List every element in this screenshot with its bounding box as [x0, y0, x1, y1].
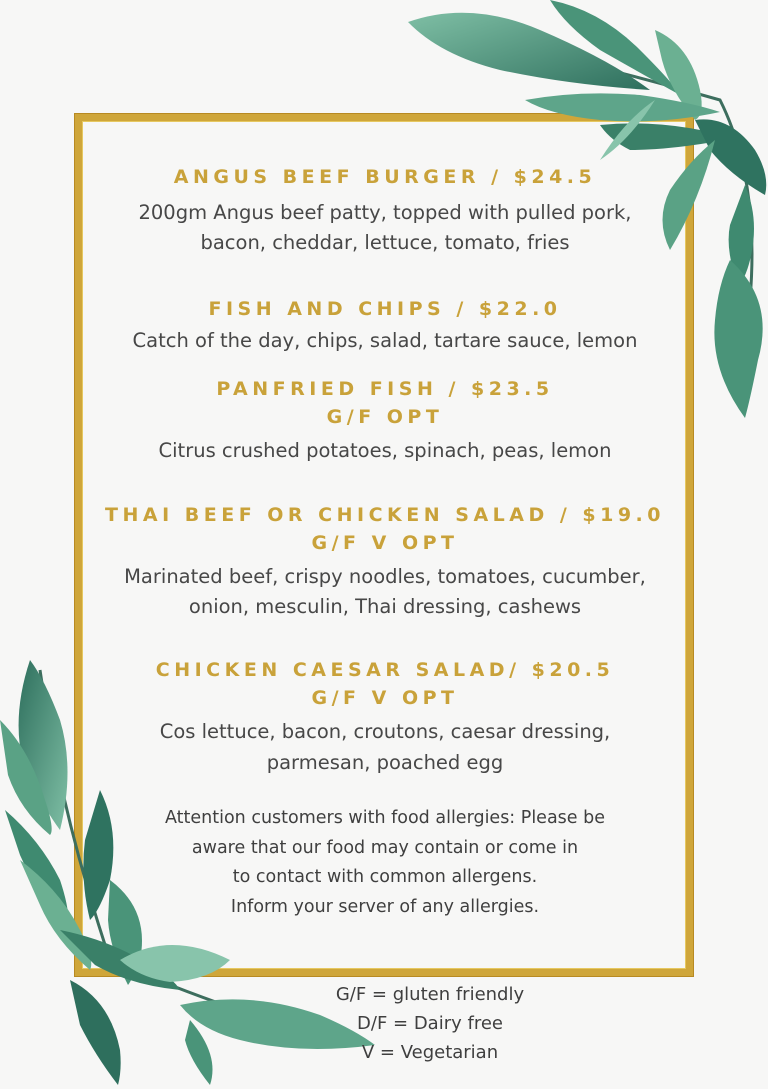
dish-description: Citrus crushed potatoes, spinach, peas, lemon [158, 439, 612, 462]
dish-title: ANGUS BEEF BURGER / $24.5 [173, 166, 597, 188]
dish-option: G/F V OPT [311, 532, 459, 554]
allergy-notice-line: aware that our food may contain or come in [191, 838, 579, 858]
dish-description: bacon, cheddar, lettuce, tomato, fries [200, 231, 570, 254]
dish-description: 200gm Angus beef patty, topped with pulled pork, [138, 201, 632, 224]
dish-option: G/F V OPT [311, 687, 459, 709]
allergy-notice-line: Attention customers with food allergies: Please be [165, 808, 605, 828]
legend-gluten-friendly: G/F = gluten friendly [335, 984, 525, 1005]
dish-title: FISH AND CHIPS / $22.0 [208, 298, 562, 320]
dish-title: CHICKEN CAESAR SALAD/ $20.5 [155, 659, 615, 681]
dish-description: onion, mesculin, Thai dressing, cashews [188, 595, 582, 618]
dish-title: PANFRIED FISH / $23.5 [216, 378, 554, 400]
dish-description: Cos lettuce, bacon, croutons, caesar dressing, [159, 720, 611, 743]
dish-description: Marinated beef, crispy noodles, tomatoes, cucumber, [124, 565, 646, 588]
allergy-notice-line: Inform your server of any allergies. [230, 897, 540, 917]
legend-dairy-free: D/F = Dairy free [357, 1013, 503, 1034]
legend-vegetarian: V = Vegetarian [361, 1042, 499, 1063]
dish-description: parmesan, poached egg [266, 751, 504, 774]
dish-option: G/F OPT [326, 406, 444, 428]
allergy-notice-line: to contact with common allergens. [232, 867, 538, 887]
dish-title: THAI BEEF OR CHICKEN SALAD / $19.0 [105, 504, 665, 526]
dish-description: Catch of the day, chips, salad, tartare sauce, lemon [132, 329, 638, 352]
